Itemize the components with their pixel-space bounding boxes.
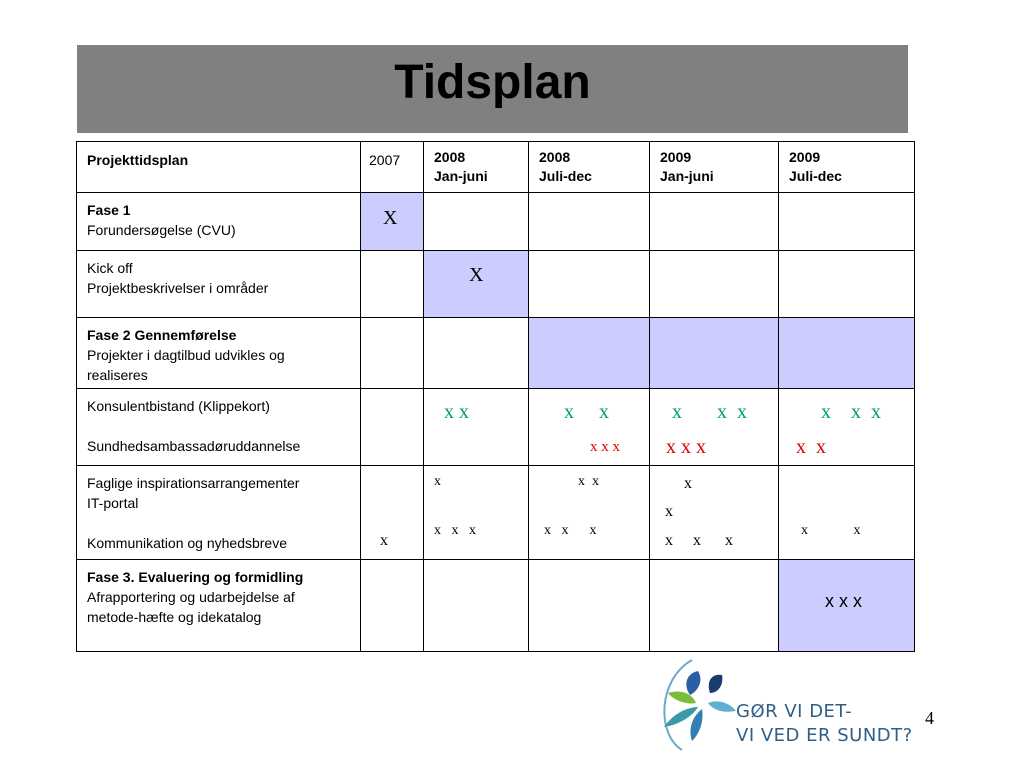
row-label bbox=[77, 318, 361, 389]
row-line: realiseres bbox=[87, 367, 148, 383]
mark: x bbox=[684, 475, 692, 492]
mark: x x bbox=[801, 523, 861, 538]
header-period: Juli-dec bbox=[789, 168, 842, 184]
red-mark: x x x bbox=[666, 436, 706, 458]
row-line: Afrapportering og udarbejdelse af bbox=[87, 589, 295, 605]
cell-2008-juli-dec bbox=[529, 251, 650, 318]
mark: x bbox=[665, 503, 673, 520]
cell-2009-jan-juni bbox=[650, 466, 779, 560]
header-period: Jan-juni bbox=[660, 168, 714, 184]
red-mark: x x bbox=[796, 436, 826, 458]
logo-text-line1: GØR VI DET- bbox=[736, 701, 853, 722]
table-row bbox=[77, 251, 915, 318]
mark: X bbox=[469, 264, 484, 286]
header-cell bbox=[779, 142, 915, 193]
cell-2008-jan-juni bbox=[424, 251, 529, 318]
header-cell bbox=[77, 142, 361, 193]
row-label bbox=[77, 389, 361, 466]
red-mark: x x x bbox=[590, 439, 620, 455]
table-header-row bbox=[77, 142, 915, 193]
mark: x x x bbox=[434, 523, 476, 538]
green-mark: x x x bbox=[672, 401, 747, 423]
header-year: 2008 bbox=[434, 149, 466, 165]
cell-2009-jan-juni bbox=[650, 560, 779, 652]
cell-2008-juli-dec bbox=[529, 193, 650, 251]
header-cell bbox=[650, 142, 779, 193]
cell-2009-juli-dec bbox=[779, 560, 915, 652]
mark: x x x bbox=[544, 523, 597, 538]
page-number: 4 bbox=[925, 708, 934, 728]
row-line: Konsulentbistand (Klippekort) bbox=[87, 398, 270, 414]
cell-2007 bbox=[361, 560, 424, 652]
header-period: Juli-dec bbox=[539, 168, 592, 184]
header-year: 2009 bbox=[789, 149, 821, 165]
row-spacer bbox=[87, 513, 350, 533]
cell-2009-juli-dec bbox=[779, 251, 915, 318]
row-line: Kommunikation og nyhedsbreve bbox=[87, 535, 288, 551]
title-bar bbox=[77, 45, 908, 133]
mark: x bbox=[434, 474, 441, 489]
table-row bbox=[77, 560, 915, 652]
cell-2009-jan-juni bbox=[650, 193, 779, 251]
cell-2009-juli-dec bbox=[779, 318, 915, 389]
table-row bbox=[77, 193, 915, 251]
green-mark: x x bbox=[564, 401, 609, 423]
row-line: IT-portal bbox=[87, 495, 139, 511]
cell-2007 bbox=[361, 193, 424, 251]
cell-2008-juli-dec bbox=[529, 560, 650, 652]
row-line: Forundersøgelse (CVU) bbox=[87, 222, 236, 238]
cell-2009-juli-dec bbox=[779, 389, 915, 466]
row-label bbox=[77, 251, 361, 318]
row-title: Fase 1 bbox=[87, 202, 131, 218]
row-title: Fase 2 Gennemførelse bbox=[87, 327, 237, 343]
header-period: Jan-juni bbox=[434, 168, 488, 184]
cell-2008-jan-juni bbox=[424, 466, 529, 560]
green-mark: x x x bbox=[821, 401, 881, 423]
table-row bbox=[77, 318, 915, 389]
header-2007: 2007 bbox=[369, 152, 401, 168]
cell-2008-jan-juni bbox=[424, 389, 529, 466]
cell-2009-juli-dec bbox=[779, 466, 915, 560]
table-row bbox=[77, 389, 915, 466]
header-projekttidsplan: Projekttidsplan bbox=[87, 152, 189, 168]
cell-2008-juli-dec bbox=[529, 318, 650, 389]
row-title: Fase 3. Evaluering og formidling bbox=[87, 569, 304, 585]
row-label bbox=[77, 193, 361, 251]
header-cell bbox=[361, 142, 424, 193]
cell-2009-juli-dec bbox=[779, 193, 915, 251]
row-label bbox=[77, 466, 361, 560]
cell-2009-jan-juni bbox=[650, 318, 779, 389]
row-line: metode-hæfte og idekatalog bbox=[87, 609, 262, 625]
slide-title: Tidsplan bbox=[394, 56, 591, 109]
cell-2007 bbox=[361, 389, 424, 466]
mark: X bbox=[383, 207, 398, 229]
table-row bbox=[77, 466, 915, 560]
cell-2008-jan-juni bbox=[424, 318, 529, 389]
mark: x x x bbox=[825, 591, 863, 611]
mark: x bbox=[380, 532, 388, 549]
header-year: 2008 bbox=[539, 149, 571, 165]
row-line: Faglige inspirationsarrangementer bbox=[87, 475, 300, 491]
row-line: Sundhedsambassadøruddannelse bbox=[87, 438, 301, 454]
row-line: Projektbeskrivelser i områder bbox=[87, 280, 269, 296]
cell-2008-jan-juni bbox=[424, 193, 529, 251]
row-spacer bbox=[87, 416, 350, 436]
header-year: 2009 bbox=[660, 149, 692, 165]
cell-2008-jan-juni bbox=[424, 560, 529, 652]
cell-2009-jan-juni bbox=[650, 251, 779, 318]
green-mark: x x bbox=[444, 401, 469, 423]
row-line: Projekter i dagtilbud udvikles og bbox=[87, 347, 285, 363]
schedule-table bbox=[76, 141, 915, 652]
cell-2007 bbox=[361, 318, 424, 389]
mark: x x x bbox=[665, 532, 733, 549]
header-cell bbox=[424, 142, 529, 193]
cell-2007 bbox=[361, 251, 424, 318]
logo-emblem-icon bbox=[652, 655, 742, 755]
row-line: Kick off bbox=[87, 260, 133, 276]
cell-2009-jan-juni bbox=[650, 389, 779, 466]
row-label bbox=[77, 560, 361, 652]
header-cell bbox=[529, 142, 650, 193]
cell-2008-juli-dec bbox=[529, 466, 650, 560]
cell-2008-juli-dec bbox=[529, 389, 650, 466]
logo-text-line2: VI VED ER SUNDT? bbox=[736, 725, 913, 746]
mark: x x bbox=[578, 474, 599, 489]
cell-2007 bbox=[361, 466, 424, 560]
